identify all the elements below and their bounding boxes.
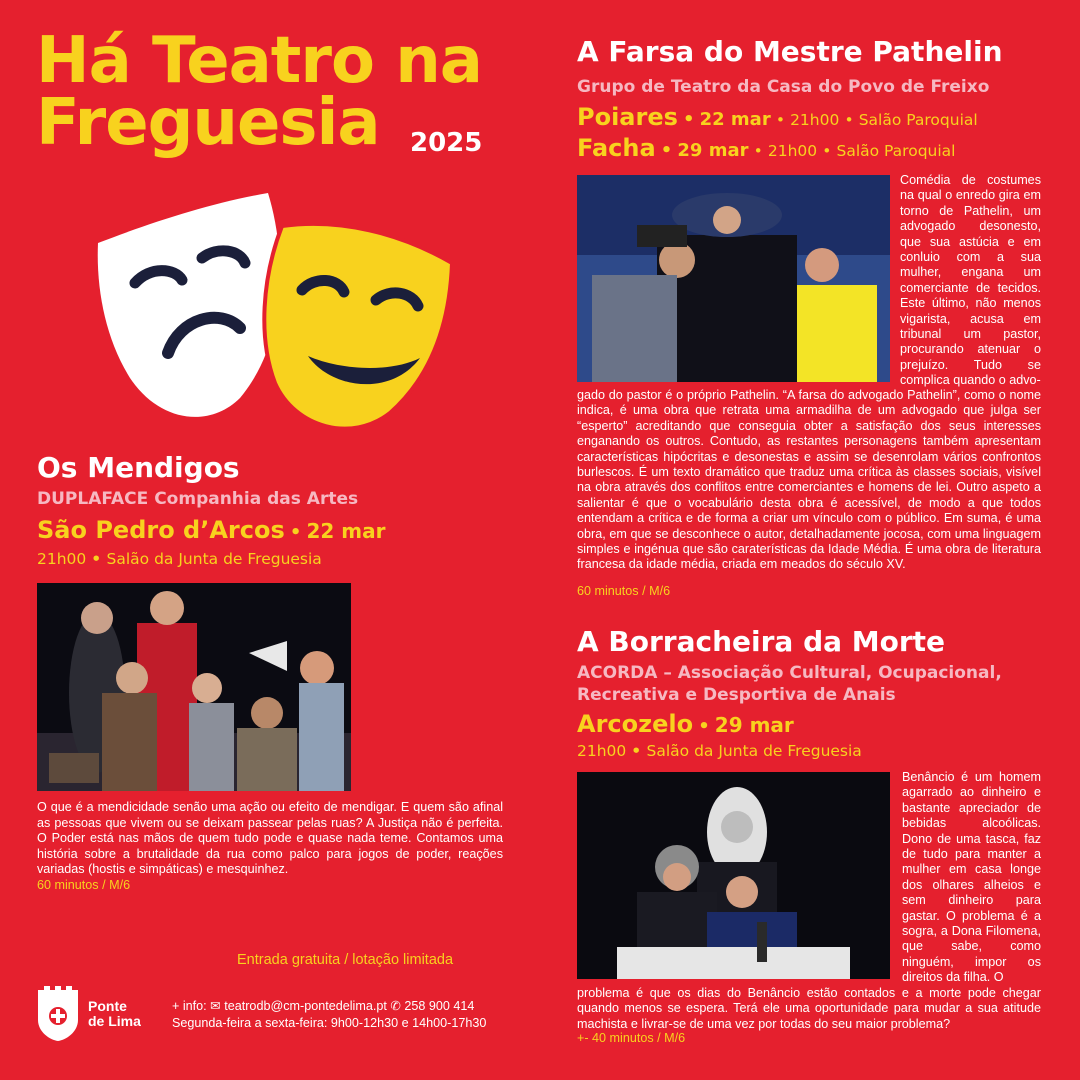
opening-hours: Segunda-feira a sexta-feira: 9h00-12h30 e 14h00-17h30: [172, 1016, 487, 1030]
poster-title-line2: Freguesia: [36, 86, 380, 160]
show1-venue: Salão da Junta de Freguesia: [106, 550, 322, 568]
show2-description-side: Comédia de costumes na qual o enredo gira em torno de Pathelin, um advogado desonesto, que sua astúcia e em conluio com a sua mulher, engana um comerciante de tecidos. Este último, não menos vigarista, acusa em tribunal um pastor, procurando atenuar o prejuízo. Tudo se complica quando o advo-: [900, 173, 1041, 388]
show2-photo: [577, 175, 890, 382]
phone-number[interactable]: 258 900 414: [404, 999, 475, 1013]
bullet: •: [775, 111, 785, 129]
show3-title: A Borracheira da Morte: [577, 625, 946, 658]
bullet: •: [844, 111, 854, 129]
show1-date: 22 mar: [306, 519, 386, 543]
show2-venue1: Salão Paroquial: [858, 111, 978, 129]
info-label: + info:: [172, 999, 207, 1013]
theatre-masks-icon: [90, 188, 470, 438]
show2-venue2: Salão Paroquial: [836, 142, 956, 160]
sad-mask-icon: [98, 193, 280, 417]
show2-schedule-2: [577, 134, 955, 165]
show3-date: 29 mar: [714, 713, 794, 737]
show2-company: Grupo de Teatro da Casa do Povo de Freixo: [577, 77, 990, 97]
show3-time: 21h00: [577, 742, 627, 760]
show1-duration: 60 minutos / M/6: [37, 878, 131, 892]
bullet: •: [753, 142, 763, 160]
logo-line1: Ponte: [88, 998, 127, 1014]
show1-company: [37, 488, 358, 510]
logo-line2: de Lima: [88, 1013, 141, 1029]
ponte-de-lima-crest-icon: [36, 984, 80, 1042]
show3-description: problema é que os dias do Benâncio estão contados e a morte pode chegar quando menos se espera. Terá ele uma oportunidade para mudar a sua atitude machista e livrar-se de uma vez por todas do seu maior problema?: [577, 986, 1041, 1031]
bullet: •: [91, 550, 107, 568]
email-link[interactable]: teatrodb@cm-pontedelima.pt: [224, 999, 387, 1013]
show2-place2: Facha: [577, 134, 656, 162]
bullet: •: [698, 716, 710, 737]
show2-description: gado do pastor é o próprio Pathelin. “A farsa do advogado Pathelin”, como o nome indica, é uma obra que retrata uma armadilha de um advogado que julga ser “esperto” acreditando que conseguia obter a satisfação dos seus interesses enganando os outros. Contudo, as restantes personagens também apresentam características hipócritas e desonestas e assim se desenrolam vários confrontos burlescos. É um texto dramático que traduz uma crítica às classes sociais, visível na obra através dos conflitos entre comerciantes e homens de lei. Outro aspeto a salientar é que o vocabulário desta obra é acessível, de modo a que todos entendam a crítica e de forma a criar um vínculo com o público. Em suma, é uma obra, em que se desconhece o autor, detalhadamente jocosa, com uma linguagem simples e ingénua que são caraterísticas da Idade Média. É uma obra de literatura francesa da idade média, criada em meados do século XV.: [577, 388, 1041, 572]
show3-description-side: Benâncio é um homem agarrado ao dinheiro e bastante apreciador de bebidas alcoólicas. Dono de uma tasca, faz de tudo para manter a mulher em casa longe dos olhares alheios e sem dinheiro para gastar. O problema é a sogra, a Dona Filomena, que sabe, como ninguém, impor os direitos da filha. O: [902, 770, 1041, 985]
entry-info: Entrada gratuita / lotação limitada: [237, 952, 454, 968]
show2-duration: 60 minutos / M/6: [577, 584, 671, 598]
show3-company-line1: ACORDA – Associação Cultural, Ocupacional,: [577, 663, 1002, 683]
logo-text: [88, 999, 141, 1029]
show3-place: Arcozelo: [577, 710, 694, 738]
happy-mask-icon: [264, 224, 452, 429]
contact-info: [172, 998, 486, 1032]
mail-icon: ✉: [210, 999, 221, 1013]
show1-photo: [37, 583, 351, 791]
show2-date2: 29 mar: [677, 140, 749, 161]
show1-time-venue: [37, 548, 322, 570]
show3-company-line2: Recreativa e Desportiva de Anais: [577, 685, 896, 705]
show2-time1: 21h00: [790, 111, 840, 129]
show3-venue: Salão da Junta de Freguesia: [646, 742, 862, 760]
show2-schedule-1: [577, 103, 978, 134]
show3-duration: +- 40 minutos / M/6: [577, 1031, 686, 1045]
show3-company: [577, 662, 1002, 706]
poster-title-line1: Há Teatro na: [36, 24, 482, 98]
show3-schedule: [577, 710, 794, 741]
show1-schedule: [37, 516, 385, 547]
bullet: •: [631, 742, 647, 760]
show2-title: A Farsa do Mestre Pathelin: [577, 35, 1003, 68]
bullet: •: [822, 142, 832, 160]
bullet: •: [683, 109, 695, 130]
show1-company-rest: Companhia das Artes: [148, 489, 359, 509]
show2-place1: Poiares: [577, 103, 678, 131]
bullet: •: [289, 522, 302, 543]
show1-place: São Pedro d’Arcos: [37, 516, 285, 544]
bullet: •: [660, 140, 673, 161]
show3-photo: [577, 772, 890, 979]
phone-icon: ✆: [390, 999, 401, 1013]
show1-title: Os Mendigos: [37, 451, 240, 484]
show1-time: 21h00: [37, 550, 87, 568]
show1-description: O que é a mendicidade senão uma ação ou efeito de mendigar. E quem são afinal as pessoas que vivem ou se deixam passear pelas ruas? A Justiça não é perfeita. O Poder está nas mãos de quem tudo pode e quase nada teme. Contamos uma história sobre a brutalidade da rua como palco para jogos de poder, reações variadas (hostis e simpáticas) e mesquinhez.: [37, 800, 503, 877]
poster-year: 2025: [410, 128, 483, 158]
show1-company-highlight: DUPLAFACE: [37, 489, 149, 509]
show2-time2: 21h00: [767, 142, 818, 160]
show3-time-venue: [577, 740, 862, 762]
show2-date1: 22 mar: [699, 109, 771, 130]
